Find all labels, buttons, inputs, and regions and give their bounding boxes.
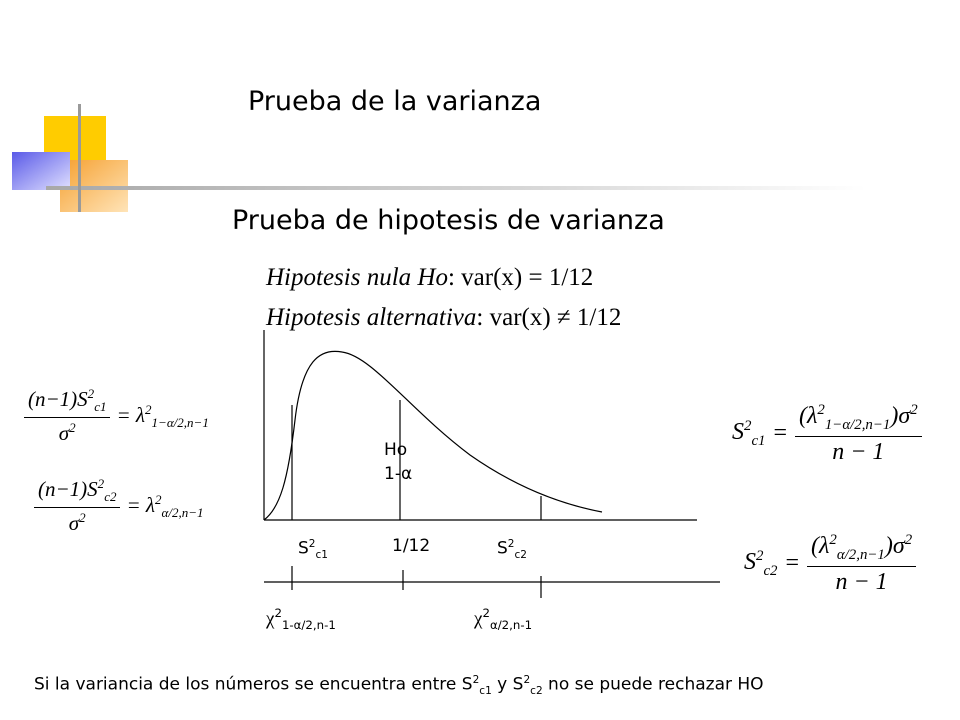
left-eq1-denominator (24, 418, 110, 446)
chi-upper-symbol: χ (474, 608, 483, 630)
left-eq1-num-text: (n−1)S (28, 387, 88, 411)
left-eq2-rhs-text: = λ (126, 492, 156, 517)
chi-upper-sub: α/2,n-1 (489, 618, 533, 633)
chi-lower-symbol: χ (266, 608, 275, 630)
right-eq2-numerator (807, 532, 916, 567)
center-value-label: 1/12 (392, 536, 431, 556)
right-eq1-num-sup: 2 (817, 402, 825, 418)
left-eq2-num-text: (n−1)S (38, 477, 98, 501)
right-eq1-numerator (795, 402, 922, 437)
left-eq1-rhs-text: = λ (116, 402, 146, 427)
left-eq1-numerator (24, 386, 110, 418)
right-eq1-fraction (795, 402, 922, 466)
left-eq2-fraction (34, 476, 120, 536)
right-eq2-denominator: n − 1 (835, 568, 888, 595)
left-eq1-rhs (116, 402, 208, 431)
right-eq1-lhs (732, 418, 765, 450)
left-eq1-rhs-sub: 1−α/2,n−1 (151, 414, 209, 430)
chi-lower-sub: 1-α/2,n-1 (281, 618, 336, 633)
left-eq1-num-sup: 2 (87, 386, 95, 401)
chi-lower-sup: 2 (274, 606, 282, 620)
left-eq1-den-text: σ (58, 421, 70, 446)
right-eq2-num-open: (λ (811, 533, 830, 559)
left-eq2-denominator (34, 508, 120, 536)
right-eq1-num-sub: 1−α/2,n−1 (824, 416, 891, 433)
left-eq2-num-sub: c2 (104, 489, 117, 505)
left-eq1-num-sub: c1 (94, 399, 107, 415)
confidence-label (384, 464, 412, 484)
right-eq1-lhs-text: S (732, 419, 744, 445)
conclusion-mid: y S (491, 674, 524, 695)
conclusion-post: no se puede rechazar HO (542, 674, 764, 695)
right-eq1-lhs-sup: 2 (744, 418, 752, 434)
chi-upper-sup: 2 (482, 606, 490, 620)
right-eq2-lhs-sub: c2 (763, 562, 778, 579)
left-eq1-fraction (24, 386, 110, 446)
right-eq1-equals: = (773, 420, 788, 447)
conclusion-sup1: 2 (472, 674, 480, 686)
left-equation-1 (24, 386, 209, 446)
chi-upper-label (474, 606, 532, 632)
s2c1-sup: 2 (308, 538, 316, 550)
right-eq2-equals: = (785, 550, 800, 577)
left-eq2-rhs (126, 492, 203, 521)
left-eq2-rhs-sub: α/2,n−1 (161, 504, 204, 520)
right-eq1-num-close: )σ (890, 403, 911, 429)
s2c1-label (298, 538, 328, 561)
s2c2-label (497, 538, 527, 561)
left-eq2-numerator (34, 476, 120, 508)
right-eq2-num-close: )σ (884, 533, 905, 559)
right-eq2-lhs (744, 548, 777, 580)
confidence-value: 1-α (384, 464, 413, 484)
s2c2-base: S (497, 538, 508, 559)
right-eq2-num-close-sup: 2 (904, 532, 913, 548)
right-eq2-num-sub: α/2,n−1 (836, 546, 885, 563)
conclusion-sub2: c2 (530, 685, 543, 698)
right-eq1-lhs-sub: c1 (751, 432, 766, 449)
right-equation-2 (744, 532, 916, 596)
alternative-hypothesis-label: Hipotesis alternativa (266, 304, 477, 331)
left-equation-2 (34, 476, 204, 536)
left-eq2-den-text: σ (68, 511, 80, 536)
left-eq2-rhs-sup: 2 (155, 491, 162, 507)
slide-subtitle: Prueba de hipotesis de varianza (232, 205, 665, 236)
conclusion-sup2: 2 (523, 674, 531, 686)
right-eq2-lhs-text: S (744, 549, 756, 575)
right-eq2-fraction (807, 532, 916, 596)
right-eq1-denominator: n − 1 (832, 438, 885, 465)
s2c2-sub: c2 (514, 549, 527, 562)
s2c1-sub: c1 (315, 549, 328, 562)
conclusion-pre: Si la variancia de los números se encuentra entre S (34, 674, 473, 695)
left-eq2-den-sup: 2 (79, 510, 86, 526)
conclusion-text (34, 674, 764, 697)
density-curve (264, 351, 602, 520)
ho-label: Ho (384, 440, 408, 460)
null-hypothesis-relation: : var(x) = 1/12 (447, 264, 594, 291)
s2c2-sup: 2 (507, 538, 515, 550)
alternative-hypothesis-relation: : var(x) ≠ 1/12 (476, 304, 622, 331)
right-eq2-num-sup: 2 (829, 532, 837, 548)
left-eq1-rhs-sup: 2 (145, 401, 152, 417)
chi-lower-label (266, 606, 336, 632)
right-eq1-num-open: (λ (799, 403, 818, 429)
right-eq1-num-close-sup: 2 (910, 402, 918, 418)
left-eq1-den-sup: 2 (69, 420, 76, 436)
s2c1-base: S (298, 538, 309, 559)
left-eq2-num-sup: 2 (97, 476, 105, 491)
slide-title: Prueba de la varianza (248, 86, 542, 117)
right-eq2-lhs-sup: 2 (756, 548, 764, 564)
right-equation-1 (732, 402, 922, 466)
null-hypothesis-label: Hipotesis nula Ho (266, 264, 448, 291)
conclusion-sub1: c1 (479, 685, 492, 698)
